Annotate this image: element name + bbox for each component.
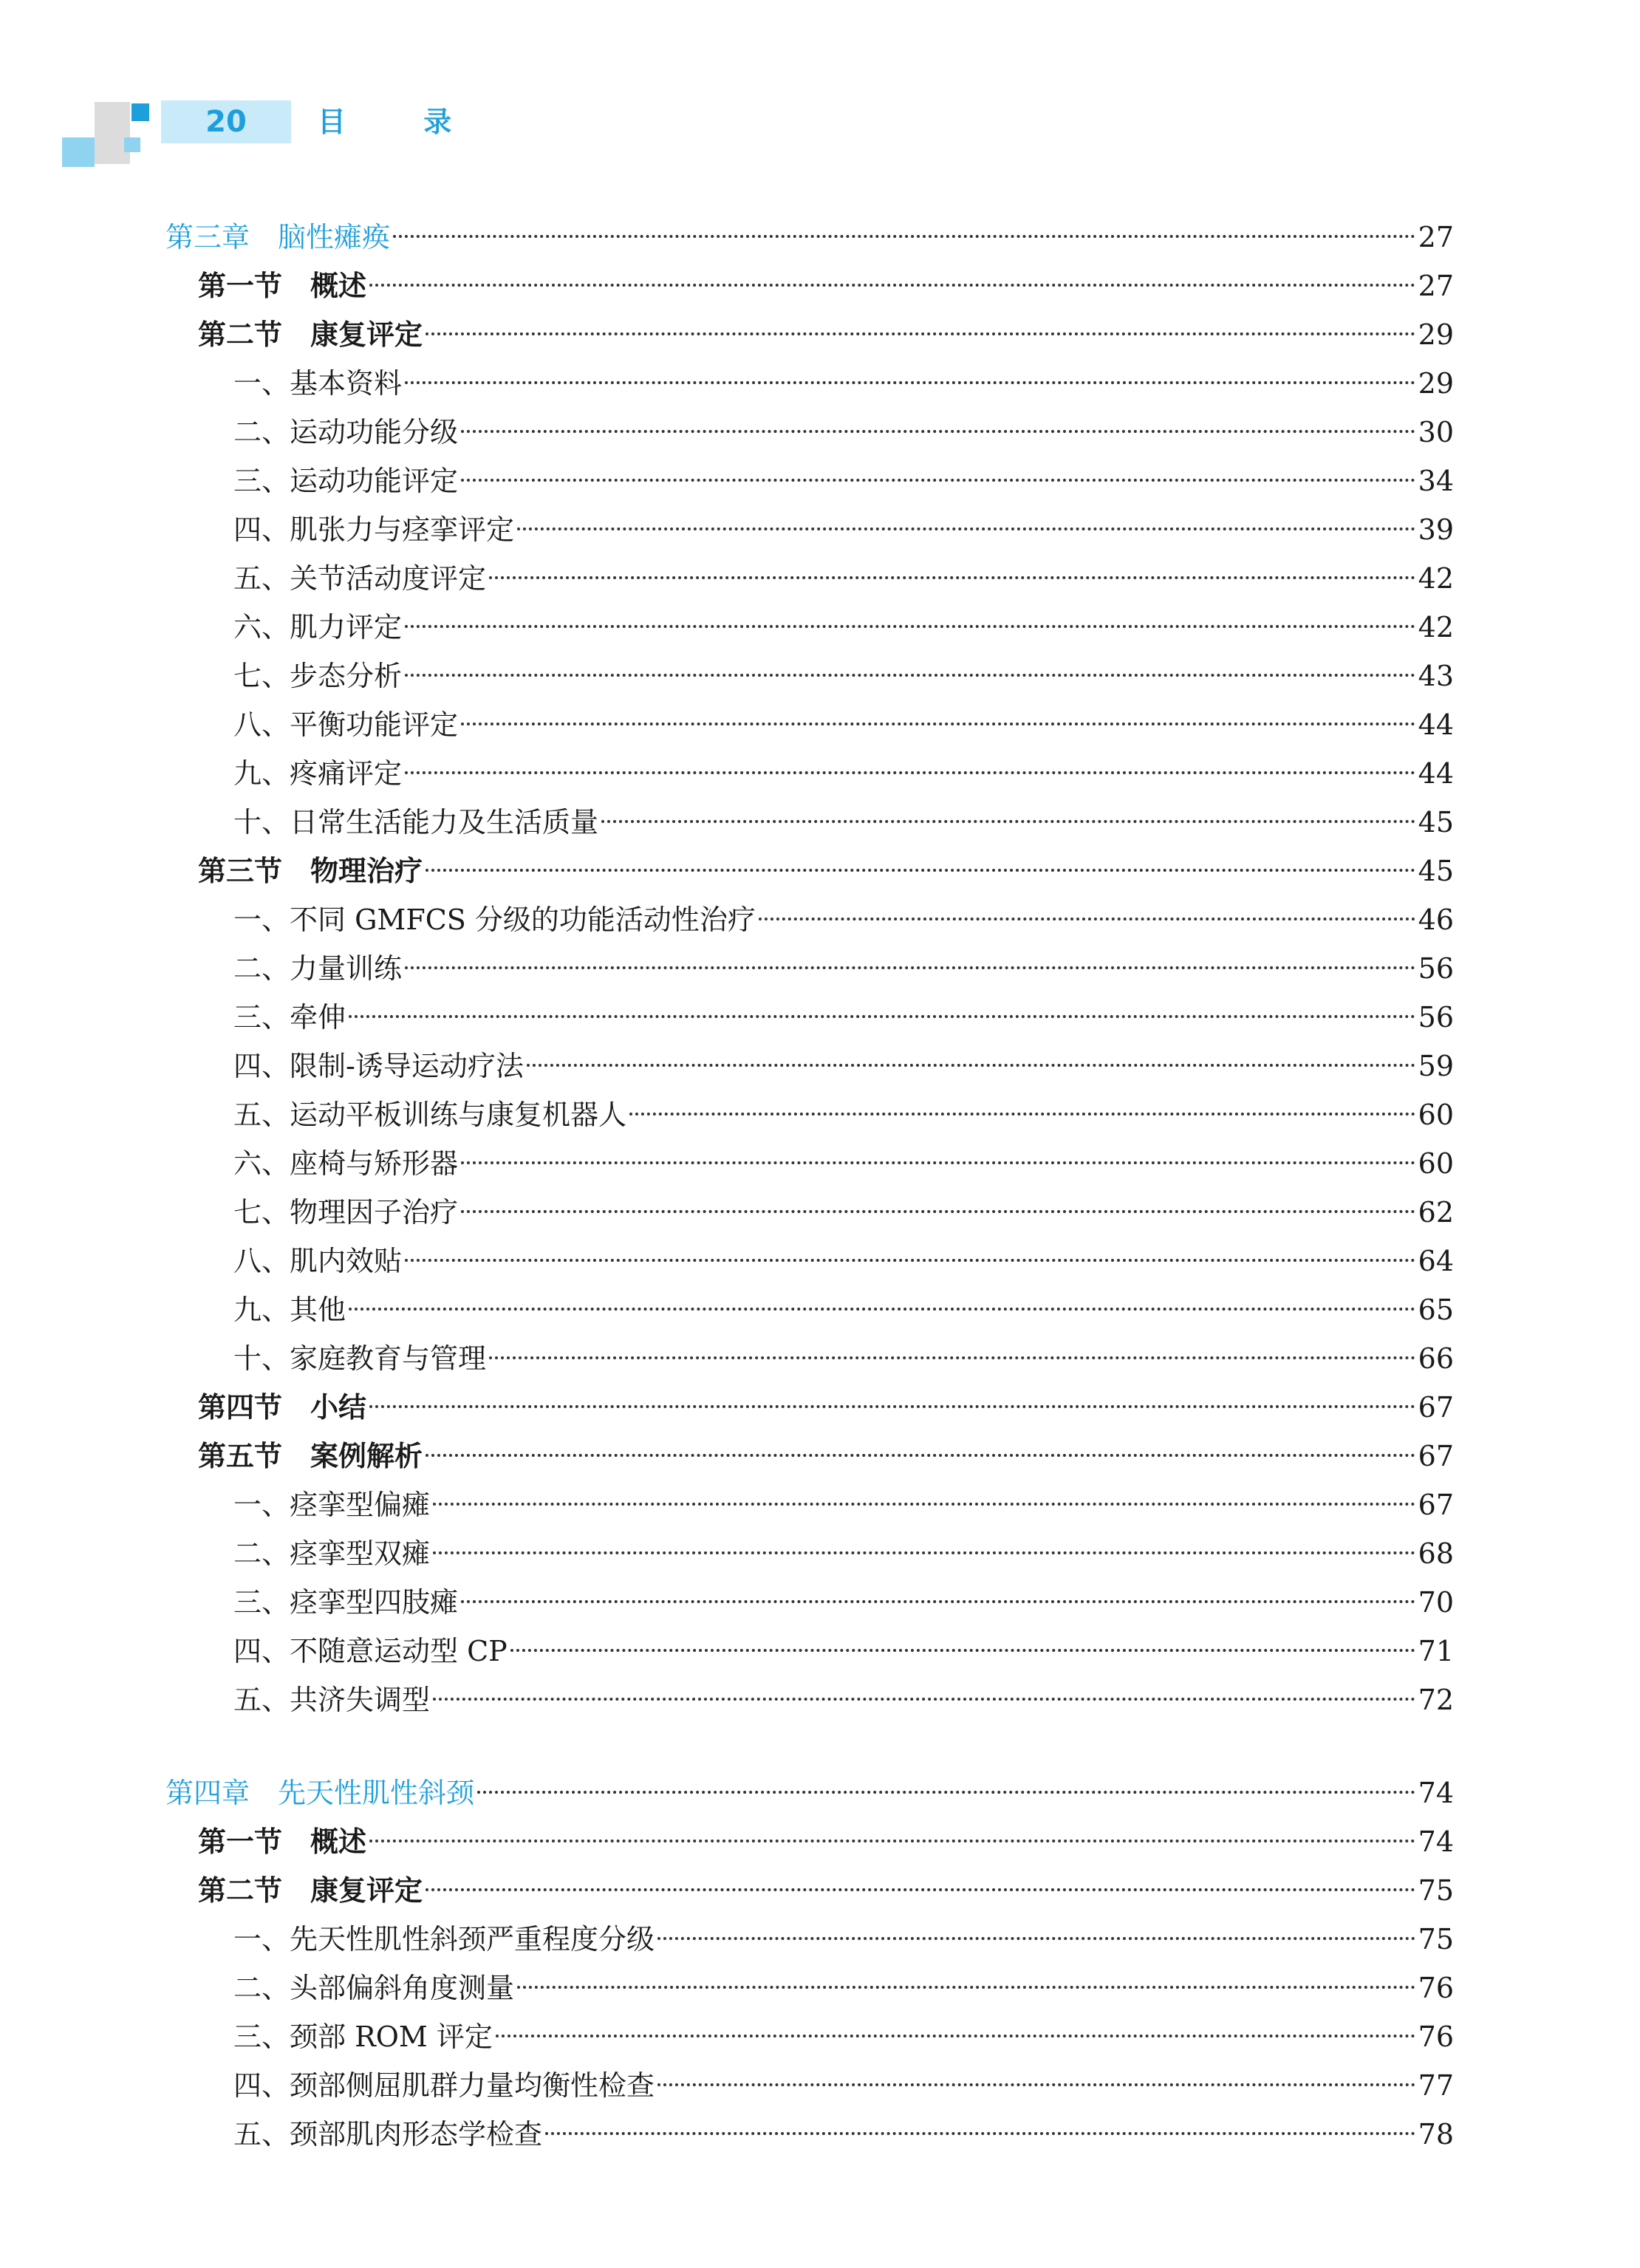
toc-item-entry[interactable] (165, 749, 1454, 798)
toc-entry-label: 九、其他 (233, 1294, 346, 1326)
toc-entry-page-number: 67 (1418, 1440, 1454, 1472)
toc-item-entry[interactable] (165, 359, 1454, 408)
toc-entry-page-number: 62 (1418, 1196, 1454, 1229)
toc-entry-label: 八、平衡功能评定 (233, 708, 459, 741)
toc-entry-page-number: 27 (1418, 270, 1454, 302)
toc-entry-label: 二、运动功能分级 (233, 416, 459, 448)
toc-entry-page-number: 75 (1418, 1923, 1454, 1956)
toc-item-entry[interactable] (165, 457, 1454, 505)
toc-item-entry[interactable] (165, 1090, 1454, 1139)
dot-leader (759, 918, 1415, 920)
toc-entry-page-number: 70 (1418, 1586, 1454, 1619)
dot-leader (657, 2083, 1415, 2086)
decorative-square (95, 102, 130, 137)
toc-entry-page-number: 56 (1418, 1001, 1454, 1034)
toc-entry-page-number: 45 (1418, 855, 1454, 887)
toc-item-entry[interactable] (165, 895, 1454, 944)
decorative-square (62, 137, 95, 167)
toc-item-entry[interactable] (165, 1964, 1454, 2012)
dot-leader (517, 1986, 1415, 1989)
toc-section-entry[interactable] (165, 847, 1454, 895)
dot-leader (369, 284, 1415, 287)
toc-entry-label: 五、颈部肌肉形态学检查 (233, 2118, 543, 2151)
toc-entry-page-number: 29 (1418, 318, 1454, 351)
toc-item-entry[interactable] (165, 505, 1454, 554)
toc-entry-label: 七、物理因子治疗 (233, 1196, 459, 1229)
toc-item-entry[interactable] (165, 2110, 1454, 2159)
toc-entry-page-number: 44 (1418, 757, 1454, 790)
toc-entry-label: 第四章 先天性肌性斜颈 (165, 1777, 475, 1809)
dot-leader (489, 1356, 1415, 1359)
dot-leader (657, 1937, 1415, 1940)
dot-leader (461, 1210, 1415, 1213)
toc-section-entry[interactable] (165, 1383, 1454, 1432)
toc-item-entry[interactable] (165, 993, 1454, 1042)
toc-entry-label: 四、肌张力与痉挛评定 (233, 513, 515, 546)
dot-leader (433, 1551, 1415, 1554)
toc-item-entry[interactable] (165, 603, 1454, 652)
toc-entry-label: 二、痉挛型双瘫 (233, 1537, 431, 1570)
toc-entry-label: 第一节 概述 (198, 1825, 367, 1858)
toc-entry-label: 三、颈部 ROM 评定 (233, 2021, 493, 2053)
toc-entry-page-number: 76 (1418, 2021, 1454, 2053)
toc-entry-page-number: 34 (1418, 465, 1454, 497)
dot-leader (461, 1161, 1415, 1164)
toc-entry-page-number: 64 (1418, 1245, 1454, 1277)
toc-entry-label: 四、不随意运动型 CP (233, 1635, 508, 1667)
dot-leader (426, 332, 1415, 335)
toc-item-entry[interactable] (165, 2061, 1454, 2110)
toc-item-entry[interactable] (165, 1285, 1454, 1334)
dot-leader (349, 1308, 1415, 1311)
toc-entry-page-number: 44 (1418, 708, 1454, 741)
toc-item-entry[interactable] (165, 1627, 1454, 1676)
dot-leader (433, 1698, 1415, 1701)
dot-leader (629, 1113, 1415, 1116)
toc-item-entry[interactable] (165, 1578, 1454, 1627)
toc-entry-label: 八、肌内效贴 (233, 1245, 403, 1277)
toc-item-entry[interactable] (165, 2012, 1454, 2061)
toc-item-entry[interactable] (165, 652, 1454, 700)
toc-entry-page-number: 75 (1418, 1874, 1454, 1907)
toc-entry-label: 五、运动平板训练与康复机器人 (233, 1099, 627, 1131)
toc-entry-page-number: 78 (1418, 2118, 1454, 2151)
decorative-square (131, 103, 149, 121)
toc-entry-page-number: 30 (1418, 416, 1454, 448)
toc-entry-page-number: 56 (1418, 952, 1454, 985)
toc-item-entry[interactable] (165, 700, 1454, 749)
dot-leader (601, 820, 1415, 823)
dot-leader (349, 1015, 1415, 1018)
toc-entry-label: 二、头部偏斜角度测量 (233, 1972, 515, 2004)
toc-entry-label: 七、步态分析 (233, 660, 403, 692)
toc-entry-page-number: 68 (1418, 1537, 1454, 1570)
toc-entry-page-number: 29 (1418, 367, 1454, 400)
dot-leader (426, 1888, 1415, 1891)
toc-entry-label: 第四节 小结 (198, 1390, 367, 1424)
toc-section-entry[interactable] (165, 1866, 1454, 1915)
dot-leader (510, 1649, 1415, 1652)
toc-entry-label: 三、痉挛型四肢瘫 (233, 1586, 459, 1619)
toc-section-entry[interactable] (165, 262, 1454, 310)
dot-leader (405, 1259, 1415, 1262)
dot-leader (545, 2132, 1415, 2135)
dot-leader (433, 1503, 1415, 1506)
toc-entry-label: 十、家庭教育与管理 (233, 1342, 487, 1375)
dot-leader (527, 1064, 1415, 1067)
dot-leader (369, 1405, 1415, 1408)
toc-entry-page-number: 77 (1418, 2069, 1454, 2102)
toc-entry-label: 四、颈部侧屈肌群力量均衡性检查 (233, 2069, 655, 2102)
toc-entry-label: 五、关节活动度评定 (233, 562, 487, 595)
toc-entry-page-number: 42 (1418, 562, 1454, 595)
decorative-square (124, 137, 140, 152)
dot-leader (405, 674, 1415, 677)
toc-section-entry[interactable] (165, 1432, 1454, 1480)
dot-leader (489, 576, 1415, 579)
toc-entry-label: 一、不同 GMFCS 分级的功能活动性治疗 (233, 904, 756, 936)
toc-entry-label: 第三章 脑性瘫痪 (165, 221, 391, 253)
toc-chapter-entry[interactable] (165, 1769, 1454, 1817)
dot-leader (405, 771, 1415, 774)
toc-entry-label: 第一节 概述 (198, 269, 367, 302)
dot-leader (405, 966, 1415, 969)
toc-entry-label: 十、日常生活能力及生活质量 (233, 806, 599, 838)
toc-entry-page-number: 59 (1418, 1050, 1454, 1082)
toc-entry-page-number: 45 (1418, 806, 1454, 838)
toc-item-entry[interactable] (165, 1480, 1454, 1529)
toc-entry-page-number: 39 (1418, 513, 1454, 546)
toc-item-entry[interactable] (165, 1237, 1454, 1285)
toc-entry-page-number: 76 (1418, 1972, 1454, 2004)
toc-entry-page-number: 72 (1418, 1684, 1454, 1716)
toc-entry-label: 三、牵伸 (233, 1001, 346, 1034)
table-of-contents (165, 213, 1454, 2159)
toc-entry-page-number: 65 (1418, 1294, 1454, 1326)
toc-entry-page-number: 66 (1418, 1342, 1454, 1375)
dot-leader (461, 479, 1415, 482)
toc-item-entry[interactable] (165, 944, 1454, 993)
dot-leader (496, 2035, 1415, 2038)
toc-entry-page-number: 42 (1418, 611, 1454, 643)
toc-section-entry[interactable] (165, 1817, 1454, 1866)
dot-leader (517, 527, 1415, 530)
toc-chapter-entry[interactable] (165, 213, 1454, 262)
dot-leader (461, 1600, 1415, 1603)
toc-entry-label: 二、力量训练 (233, 952, 403, 985)
toc-item-entry[interactable] (165, 554, 1454, 603)
dot-leader (461, 723, 1415, 725)
toc-entry-label: 六、肌力评定 (233, 611, 403, 643)
header-title: 目 录 (318, 106, 486, 138)
toc-item-entry[interactable] (165, 1042, 1454, 1090)
toc-entry-label: 第五节 案例解析 (198, 1439, 423, 1472)
page-number: 20 (205, 105, 247, 139)
toc-entry-label: 九、疼痛评定 (233, 757, 403, 790)
dot-leader (477, 1791, 1415, 1794)
toc-entry-label: 第三节 物理治疗 (198, 854, 423, 887)
toc-entry-page-number: 74 (1418, 1825, 1454, 1858)
toc-entry-label: 四、限制-诱导运动疗法 (233, 1050, 524, 1082)
dot-leader (426, 869, 1415, 872)
toc-entry-page-number: 43 (1418, 660, 1454, 692)
dot-leader (405, 381, 1415, 384)
toc-item-entry[interactable] (165, 798, 1454, 847)
toc-item-entry[interactable] (165, 1334, 1454, 1383)
dot-leader (426, 1454, 1415, 1457)
dot-leader (405, 625, 1415, 628)
toc-entry-page-number: 67 (1418, 1489, 1454, 1521)
toc-entry-page-number: 27 (1418, 221, 1454, 253)
toc-entry-page-number: 71 (1418, 1635, 1454, 1667)
toc-entry-label: 一、先天性肌性斜颈严重程度分级 (233, 1923, 655, 1956)
toc-entry-label: 六、座椅与矫形器 (233, 1147, 459, 1180)
dot-leader (393, 235, 1415, 238)
toc-entry-label: 三、运动功能评定 (233, 465, 459, 497)
dot-leader (369, 1840, 1415, 1842)
toc-entry-page-number: 46 (1418, 904, 1454, 936)
toc-entry-page-number: 67 (1418, 1391, 1454, 1424)
toc-item-entry[interactable] (165, 1139, 1454, 1188)
toc-entry-label: 第二节 康复评定 (198, 318, 423, 351)
toc-entry-label: 一、基本资料 (233, 367, 403, 400)
toc-item-entry[interactable] (165, 1676, 1454, 1724)
toc-item-entry[interactable] (165, 1529, 1454, 1578)
toc-entry-page-number: 60 (1418, 1099, 1454, 1131)
dot-leader (461, 430, 1415, 433)
toc-entry-page-number: 74 (1418, 1777, 1454, 1809)
page-header (0, 0, 1640, 192)
toc-section-entry[interactable] (165, 310, 1454, 359)
toc-item-entry[interactable] (165, 408, 1454, 457)
toc-entry-label: 一、痉挛型偏瘫 (233, 1489, 431, 1521)
toc-entry-label: 第二节 康复评定 (198, 1874, 423, 1907)
toc-item-entry[interactable] (165, 1188, 1454, 1237)
toc-item-entry[interactable] (165, 1915, 1454, 1964)
toc-entry-label: 五、共济失调型 (233, 1684, 431, 1716)
toc-entry-page-number: 60 (1418, 1147, 1454, 1180)
